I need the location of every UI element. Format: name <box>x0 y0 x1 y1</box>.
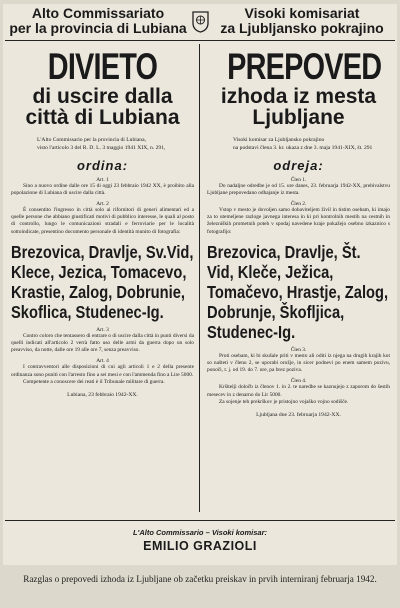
header-slovene-line2: za Ljubljansko pokrajino <box>220 20 384 36</box>
article-3-heading-slovene: Člen 3. <box>290 346 307 353</box>
intro-slovene-line1: Visoki komisar za Ljubljansko pokrajino <box>233 137 325 143</box>
order-heading-slovene: odreja: <box>273 157 324 173</box>
date-slovene: Ljubljana dne 23. februarja 1942-XX. <box>256 412 341 419</box>
photo-caption: Razglas o prepovedi izhoda iz Ljubljane ob začetku preiskav in prvih interniranj februarja 1942. <box>23 574 377 584</box>
intro-slovene-line2: na podstavi člena 3. kr. ukaza z dne 3. maja 1941-XIX, št. 291 <box>233 144 373 151</box>
article-4-text-italian: I contravventori alle disposizioni di cui agli articoli 1 e 2 della presente ordinanza sono puniti con l'arresto fino a sei mesi e con l'ammenda fino a Lire 5000. <box>11 364 194 378</box>
header-italian-line2: per la provincia di Lubiana <box>9 20 187 36</box>
article-1-text-italian: Sino a nuovo ordine dalle ore 15 di oggi 23 febbraio 1942 XX, è proibito alla popolazione di Lubiana di uscire dalla città. <box>11 182 194 196</box>
article-2-text-italian: È consentito l'ingresso in città solo ai rifornitori di generi alimentari ed a quelle persone che abbiano giustificati motivi di pubblico interesse, le quali al posto di controllo, lungo le comunicazioni stradali e ferroviarie per le località sottoindicate, presentino documento personale di identità munito di fotografia: <box>11 207 194 235</box>
column-divider <box>199 44 200 512</box>
article-2-text-slovene: Vstop v mesto je dovoljen samo dobaviteljem živil in tistim osebam, ki imajo za to utemeljene razloge javnega interesa in ki pri kontrolnih mestih na cestnih in železniških prometnih poteh v spodaj navedene kraje pokažejo osebno izkaznico s fotografijo: <box>207 207 390 235</box>
date-italian: Lubiana, 23 febbraio 1942-XX. <box>67 392 138 399</box>
intro-italian-line1: L'Alto Commissario per la provincia di Lubiana, <box>37 137 146 143</box>
header-slovene <box>209 6 395 36</box>
intro-italian-line2: visto l'articolo 3 del R. D. L. 3 maggio 1941 XIX, n. 291, <box>37 144 166 151</box>
subtitle-italian-1: di uscire dalla <box>32 85 173 108</box>
header-divider <box>5 40 395 41</box>
article-1-text-slovene: Do nadaljne odredbe je od 15. ure danes, 23. februarja 1942-XX, prebivalstvu Ljubljane prepovedano odhajanje iz mesta. <box>207 182 390 196</box>
intro-italian <box>37 137 194 153</box>
header-italian-line1: Alto Commissariato <box>31 5 165 21</box>
article-2-heading-slovene: Člen 2. <box>290 201 307 207</box>
subtitle-italian-2: città di Lubiana <box>25 106 180 129</box>
article-4-heading-italian: Art. 4 <box>96 358 109 365</box>
article-1-heading-slovene: Člen 1. <box>290 176 307 183</box>
italian-column <box>11 48 194 398</box>
signature-role: L'Alto Commissario – Visoki komisar: <box>132 528 268 537</box>
proclamation-poster <box>3 4 397 565</box>
places-list-slovene: Brezovica, Dravlje, Št. Vid, Kleče, Ježica, Tomačevo, Hrastje, Zalog, Dobrunje, Škofljica, Studenec-Ig. <box>207 241 389 342</box>
signature-divider <box>5 520 395 521</box>
jurisdiction-text-slovene: Za sojenje teh prekrškov je pristojno vojaško vojno sodišče. <box>219 398 349 405</box>
coat-of-arms-icon <box>191 10 210 33</box>
title-slovene: PREPOVED <box>227 46 382 87</box>
subtitle-slovene-1: izhoda iz mesta <box>220 85 377 108</box>
header-slovene-line1: Visoki komisariat <box>244 5 360 21</box>
article-3-text-italian: Contro coloro che tentassero di entrare o di uscire dalla città in punti diversi da quelli indicati all'articolo 2 verrà fatto uso delle armi da guerra dopo un solo preavviso, da notte, dalle ore 19 alle ore 7, senza preavviso. <box>11 332 194 354</box>
jurisdiction-text-italian: Competente a conoscere dei reati è il Tribunale militare di guerra. <box>23 378 165 385</box>
header-italian <box>5 6 191 36</box>
order-heading-italian: ordina: <box>76 157 129 173</box>
article-2-heading-italian: Art. 2 <box>96 201 109 207</box>
article-4-heading-slovene: Člen 4. <box>290 378 307 385</box>
intro-slovene <box>233 137 390 153</box>
article-3-text-slovene: Proti osebam, ki bi skušale priti v mesto ali oditi iz njega na drugih krajih kot so našteti v členu 2, se uporabi orožje, in sicer podnevi po enem samem pozivu, ponoči, t. j. od 19. do 7. ure, pa brez poziva. <box>207 352 390 374</box>
article-4-text-slovene: Kršitelji določb iz členov 1. in 2. te naredbe se kaznujejo z zaporom do šestih mesecev in z denarno do Lir 5000. <box>207 384 390 398</box>
signature-name: EMILIO GRAZIOLI <box>143 539 257 553</box>
article-3-heading-italian: Art. 3 <box>96 326 109 333</box>
subtitle-slovene-2: Ljubljane <box>252 106 345 129</box>
slovene-column <box>207 48 390 418</box>
article-1-heading-italian: Art. 1 <box>96 176 109 183</box>
places-list-italian: Brezovica, Dravlje, Sv.Vid, Klece, Jezica, Tomacevo, Krastie, Zalog, Dobrunie, Skoflica, Studenec-Ig. <box>11 241 194 322</box>
title-italian: DIVIETO <box>47 46 158 87</box>
